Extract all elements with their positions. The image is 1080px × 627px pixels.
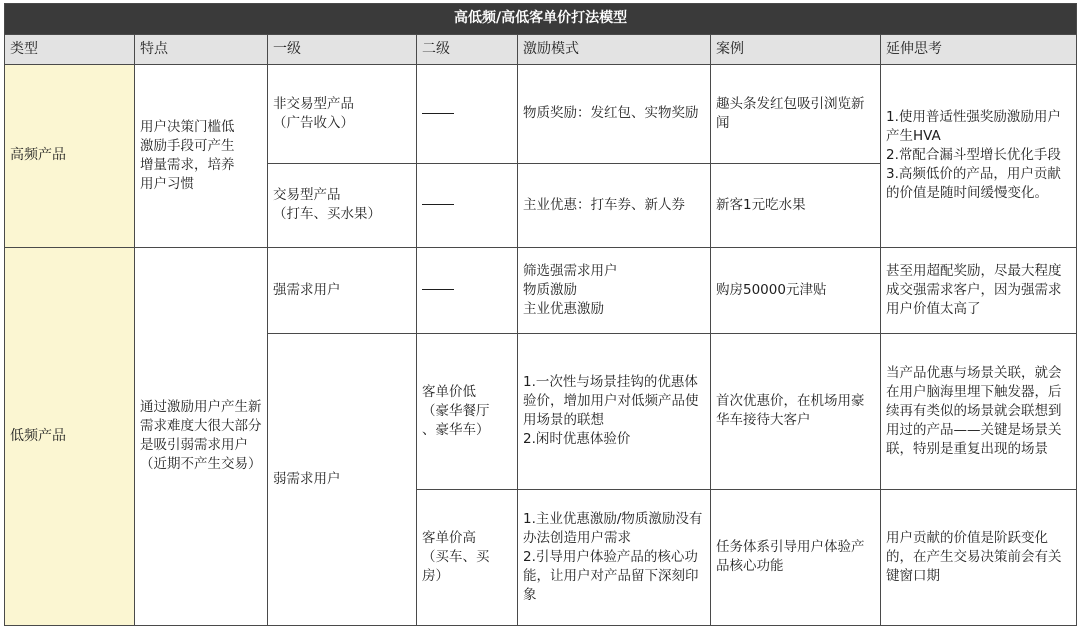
thinking-cell: 甚至用超配奖励，尽最大程度成交强需求客户，因为强需求用户价值太高了 <box>881 248 1077 334</box>
feature-cell-low: 通过激励用户产生新需求难度大很大部分是吸引弱需求用户 （近期不产生交易） <box>135 248 268 626</box>
level2-cell <box>417 65 518 164</box>
title-row <box>5 4 1077 35</box>
header-incentive-mode: 激励模式 <box>518 35 711 65</box>
level2-cell <box>417 164 518 248</box>
thinking-cell-high: 1.使用普适性强奖励激励用户产生HVA 2.常配合漏斗型增长优化手段 3.高频低价的产品，用户贡献的价值是随时间缓慢变化。 <box>881 65 1077 248</box>
mode-cell: 1.一次性与场景挂钩的优惠体验价，增加用户对低频产品使用场景的联想 2.闲时优惠体验价 <box>518 334 711 490</box>
mode-cell: 主业优惠：打车券、新人券 <box>518 164 711 248</box>
incentive-model-table <box>4 3 1077 626</box>
mode-cell: 物质奖励：发红包、实物奖励 <box>518 65 711 164</box>
dash-line <box>422 113 454 114</box>
header-row <box>5 35 1077 65</box>
level2-cell: 客单价高 （买车、买 房） <box>417 490 518 626</box>
feature-cell-high: 用户决策门槛低 激励手段可产生 增量需求，培养 用户习惯 <box>135 65 268 248</box>
case-cell: 任务体系引导用户体验产品核心功能 <box>711 490 881 626</box>
thinking-cell: 当产品优惠与场景关联，就会在用户脑海里埋下触发器，后续再有类似的场景就会联想到用过的产品——关键是场景关联，特别是重复出现的场景 <box>881 334 1077 490</box>
table-row <box>5 65 1077 164</box>
level1-cell-weak: 弱需求用户 <box>268 334 417 626</box>
level1-cell: 非交易型产品 （广告收入） <box>268 65 417 164</box>
table-row <box>5 248 1077 334</box>
dash-line <box>422 204 454 205</box>
header-case: 案例 <box>711 35 881 65</box>
level1-cell: 交易型产品 （打车、买水果） <box>268 164 417 248</box>
type-cell-high: 高频产品 <box>5 65 135 248</box>
thinking-cell: 用户贡献的价值是阶跃变化的，在产生交易决策前会有关键窗口期 <box>881 490 1077 626</box>
mode-cell: 1.主业优惠激励/物质激励没有办法创造用户需求 2.引导用户体验产品的核心功能，让用户对产品留下深刻印象 <box>518 490 711 626</box>
case-cell: 新客1元吃水果 <box>711 164 881 248</box>
header-thinking: 延伸思考 <box>881 35 1077 65</box>
table-title: 高低频/高低客单价打法模型 <box>5 4 1077 35</box>
dash-line <box>422 289 454 290</box>
header-feature: 特点 <box>135 35 268 65</box>
case-cell: 首次优惠价，在机场用豪华车接待大客户 <box>711 334 881 490</box>
header-level2: 二级 <box>417 35 518 65</box>
level1-cell: 强需求用户 <box>268 248 417 334</box>
header-level1: 一级 <box>268 35 417 65</box>
type-cell-low: 低频产品 <box>5 248 135 626</box>
case-cell: 购房50000元津贴 <box>711 248 881 334</box>
level2-cell: 客单价低 （豪华餐厅 、豪华车） <box>417 334 518 490</box>
case-cell: 趣头条发红包吸引浏览新闻 <box>711 65 881 164</box>
level2-cell <box>417 248 518 334</box>
mode-cell: 筛选强需求用户 物质激励 主业优惠激励 <box>518 248 711 334</box>
header-type: 类型 <box>5 35 135 65</box>
